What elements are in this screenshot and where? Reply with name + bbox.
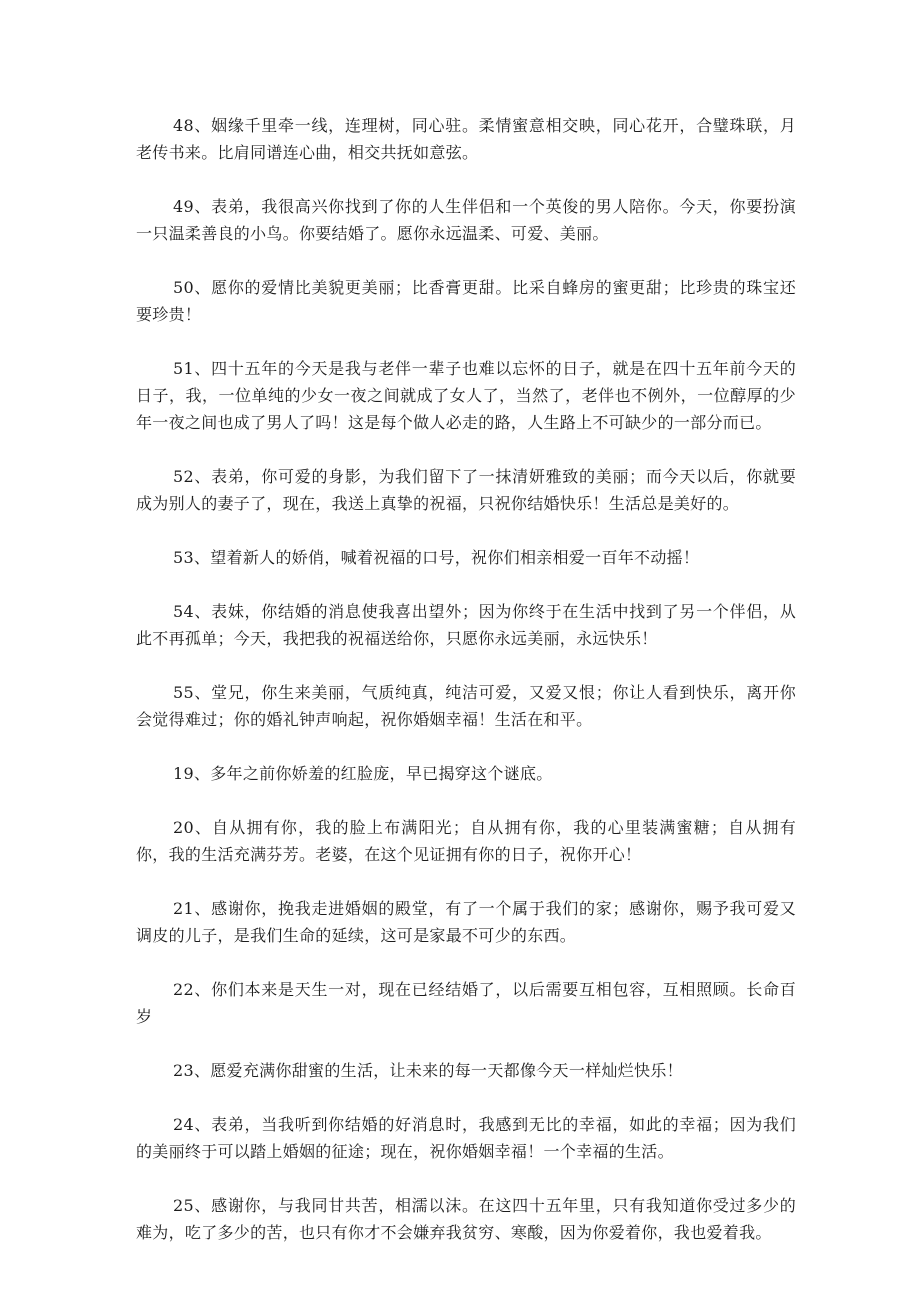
paragraph-22: 22、你们本来是天生一对，现在已经结婚了，以后需要互相包容，互相照顾。长命百岁 — [136, 980, 796, 1026]
paragraph-54: 54、表妹，你结婚的消息使我喜出望外；因为你终于在生活中找到了另一个伴侣，从此不再孤单；今天，我把我的祝福送给你，只愿你永远美丽，永远快乐！ — [136, 602, 796, 648]
paragraph-49: 49、表弟，我很高兴你找到了你的人生伴侣和一个英俊的男人陪你。今天，你要扮演一只温柔善良的小鸟。你要结婚了。愿你永远温柔、可爱、美丽。 — [136, 197, 796, 243]
paragraph-25: 25、感谢你，与我同甘共苦，相濡以沫。在这四十五年里，只有我知道你受过多少的难为，吃了多少的苦，也只有你才不会嫌弃我贫穷、寒酸，因为你爱着你，我也爱着我。 — [136, 1196, 796, 1242]
paragraph-19: 19、多年之前你娇羞的红脸庞，早已揭穿这个谜底。 — [173, 764, 553, 783]
paragraph-52: 52、表弟，你可爱的身影，为我们留下了一抹清妍雅致的美丽；而今天以后，你就要成为别人的妻子了，现在，我送上真挚的祝福，只祝你结婚快乐！生活总是美好的。 — [136, 467, 796, 513]
document-body — [136, 112, 796, 1273]
paragraph-50: 50、愿你的爱情比美貌更美丽；比香膏更甜。比采自蜂房的蜜更甜；比珍贵的珠宝还要珍贵！ — [136, 278, 796, 324]
paragraph-21: 21、感谢你，挽我走进婚姻的殿堂，有了一个属于我们的家；感谢你，赐予我可爱又调皮的儿子，是我们生命的延续，这可是家最不可少的东西。 — [136, 899, 796, 945]
paragraph-20: 20、自从拥有你，我的脸上布满阳光；自从拥有你，我的心里装满蜜糖；自从拥有你，我的生活充满芬芳。老婆，在这个见证拥有你的日子，祝你开心！ — [136, 818, 796, 864]
paragraph-24: 24、表弟，当我听到你结婚的好消息时，我感到无比的幸福，如此的幸福；因为我们的美丽终于可以踏上婚姻的征途；现在，祝你婚姻幸福！一个幸福的生活。 — [136, 1115, 796, 1161]
paragraph-53: 53、望着新人的娇俏，喊着祝福的口号，祝你们相亲相爱一百年不动摇！ — [173, 548, 700, 567]
paragraph-48: 48、姻缘千里牵一线，连理树，同心驻。柔情蜜意相交映，同心花开，合璧珠联，月老传书来。比肩同谱连心曲，相交共抚如意弦。 — [136, 116, 796, 162]
paragraph-23: 23、愿爱充满你甜蜜的生活，让未来的每一天都像今天一样灿烂快乐！ — [173, 1061, 683, 1080]
paragraph-51: 51、四十五年的今天是我与老伴一辈子也难以忘怀的日子，就是在四十五年前今天的日子，我，一位单纯的少女一夜之间就成了女人了，当然了，老伴也不例外，一位醇厚的少年一夜之间也成了男人了吗！这是每个做人必走的路，人生路上不可缺少的一部分而已。 — [136, 359, 796, 432]
paragraph-55: 55、堂兄，你生来美丽，气质纯真，纯洁可爱，又爱又恨；你让人看到快乐，离开你会觉得难过；你的婚礼钟声响起，祝你婚姻幸福！生活在和平。 — [136, 683, 796, 729]
